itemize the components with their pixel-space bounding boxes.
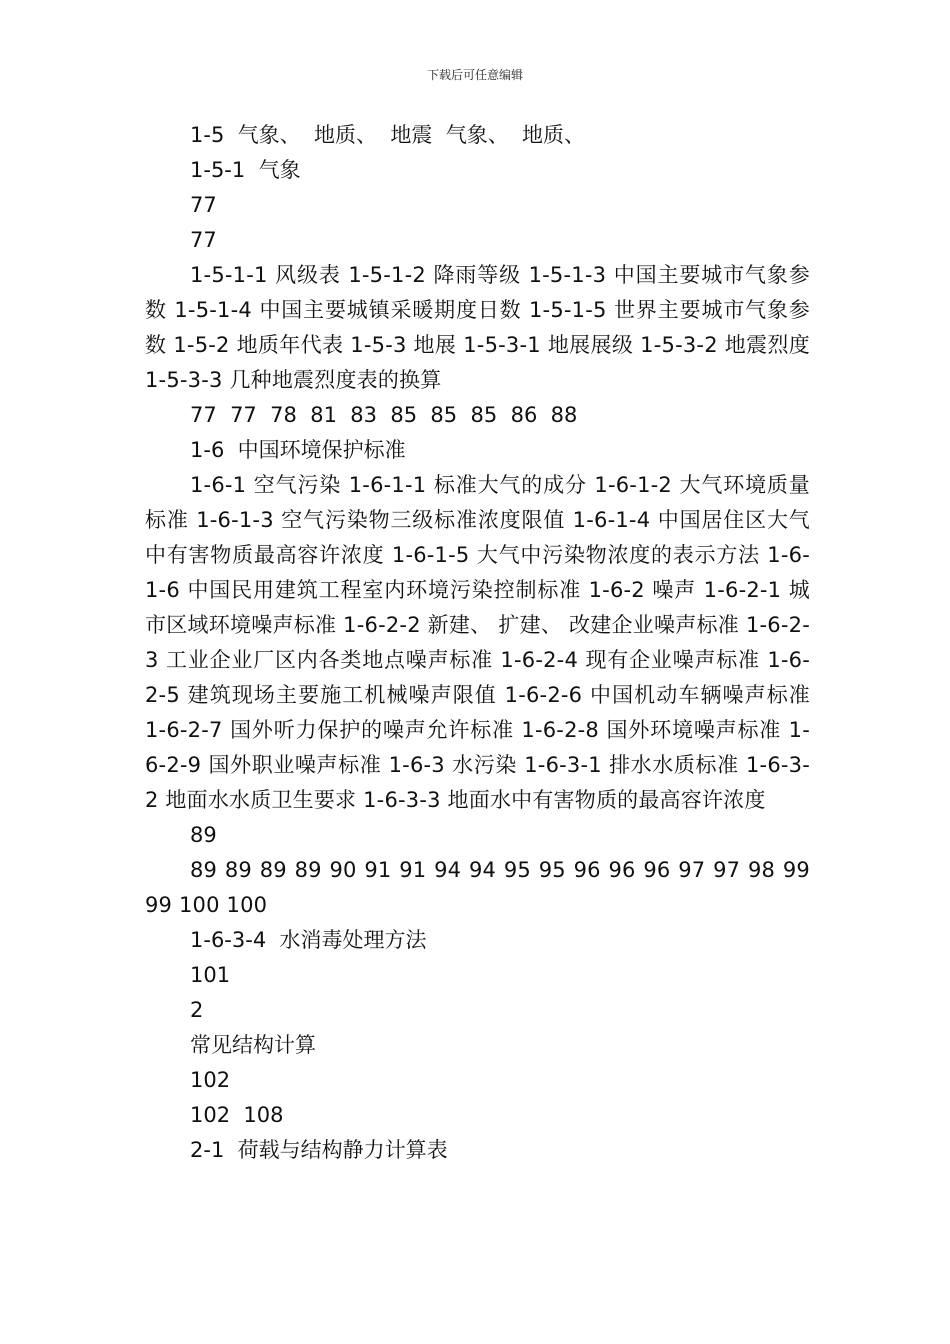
page-number-line: 89 [190,823,217,847]
toc-paragraph: 1-6-1 空气污染 1-6-1-1 标准大气的成分 1-6-1-2 大气环境质量标准 1-6-1-3 空气污染物三级标准浓度限值 1-6-1-4 中国居住区大气中有害物质最高容许浓度 1-6-1-5 大气中污染物浓度的表示方法 1-6-1-6 中国民用建筑工程室内环境污染控制标准 1-6-2 噪声 1-6-2-1 城市区域环境噪声标准 1-6-2-2 新建、 扩建、 改建企业噪声标准 1-6-2-3 工业企业厂区内各类地点噪声标准 1-6-2-4 现有企业噪声标准 1-6-2-5 建筑现场主要施工机械噪声限值 1-6-2-6 中国机动车辆噪声标准 1-6-2-7 国外听力保护的噪声允许标准 1-6-2-8 国外环境噪声标准 1-6-2-9 国外职业噪声标准 1-6-3 水污染 1-6-3-1 排水水质标准 1-6-3-2 地面水水质卫生要求 1-6-3-3 地面水中有害物质的最高容许浓度 [145,473,810,812]
toc-paragraph: 1-5-1-1 风级表 1-5-1-2 降雨等级 1-5-1-3 中国主要城市气象参数 1-5-1-4 中国主要城镇采暖期度日数 1-5-1-5 世界主要城市气象参数 1-5-2 地质年代表 1-5-3 地展 1-5-3-1 地展展级 1-5-3-2 地震烈度 1-5-3-3 几种地震烈度表的换算 [145,263,810,392]
page-header: 下载后可任意编辑 [426,68,523,82]
toc-line: 1-5-1 气象 [190,158,301,182]
page-number-line: 102 [190,1068,231,1092]
toc-line: 2-1 荷载与结构静力计算表 [190,1138,448,1162]
chapter-title: 常见结构计算 [190,1033,316,1057]
page-number-line: 77 [190,228,217,252]
toc-line: 1-6 中国环境保护标准 [190,438,406,462]
chapter-number: 2 [190,998,204,1022]
page-number-line: 102 108 [190,1103,284,1127]
toc-content [145,118,810,1168]
page-number-paragraph: 89 89 89 89 90 91 91 94 94 95 95 96 96 96 97 97 98 99 99 100 100 [145,858,810,917]
page-number-line: 77 [190,193,217,217]
toc-line: 1-5 气象、 地质、 地震 气象、 地质、 [190,123,586,147]
page-number-line: 101 [190,963,231,987]
toc-line: 1-6-3-4 水消毒处理方法 [190,928,427,952]
page-number-line: 77 77 78 81 83 85 85 85 86 88 [190,403,578,427]
